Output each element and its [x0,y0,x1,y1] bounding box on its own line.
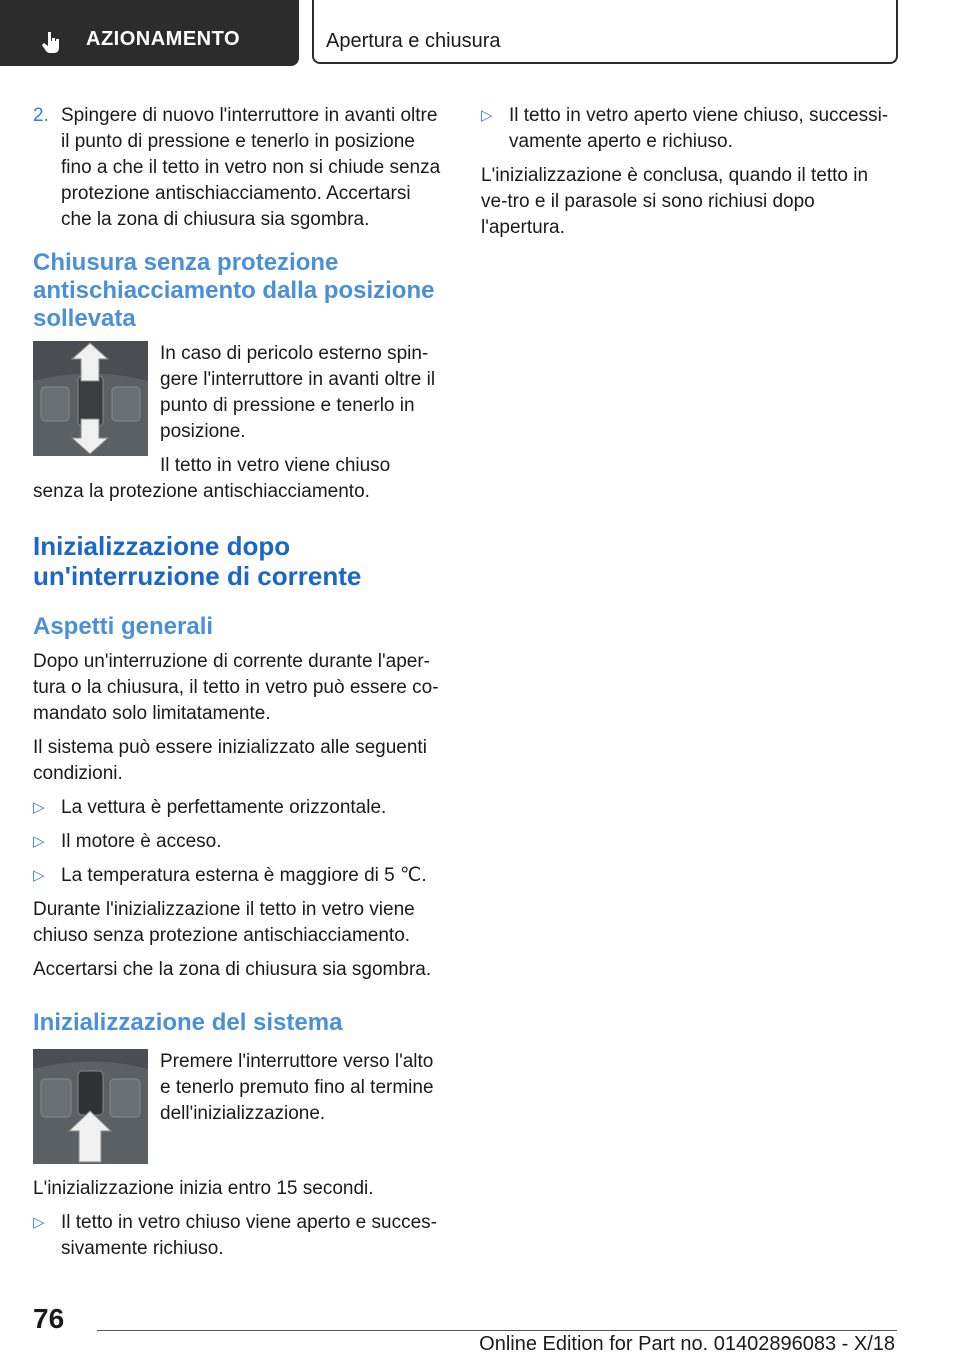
heading-close-raised: Chiusura senza protezione antischiacciamento dalla posizione sollevata [33,249,435,332]
condition-text: La temperatura esterna è maggiore di 5 ℃. [61,865,427,886]
raised-paragraph-1: In caso di pericolo esterno spin-gere l'interruttore in avanti oltre il punto di pressione e tenerlo in posizione. [160,343,436,442]
triangle-bullet-icon: ▷ [33,1214,45,1231]
heading-init-after-power-loss: Inizializzazione dopo un'interruzione di corrente [33,531,362,591]
left-column [33,103,445,1270]
step-number: 2. [33,105,49,126]
footer-divider [97,1330,897,1331]
hand-pointer-icon [40,30,64,54]
raised-paragraph-2: Il tetto in vetro viene chiuso senza la protezione antischiacciamento. [33,455,391,502]
heading-system-init: Inizializzazione del sistema [33,1009,343,1036]
triangle-bullet-icon: ▷ [481,107,493,124]
general-paragraph-1: Dopo un'interruzione di corrente durante l'aper-tura o la chiusura, il tetto in vetro può essere co-mandato solo limitatamente. [33,651,439,724]
general-paragraph-4: Accertarsi che la zona di chiusura sia sgombra. [33,959,432,980]
right-paragraph: L'inizializzazione è conclusa, quando il tetto in ve-tro e il parasole si sono richiusi dopo l'apertura. [481,165,869,238]
header-topic-tab [312,0,898,64]
general-paragraph-2: Il sistema può essere inizializzato alle seguenti condizioni. [33,737,427,784]
list-item [33,829,445,855]
topic-title: Apertura e chiusura [326,30,501,52]
system-bullet-text: Il tetto in vetro chiuso viene aperto e succes-sivamente richiuso. [61,1212,437,1259]
right-bullet-text: Il tetto in vetro aperto viene chiuso, successi-vamente aperto e richiuso. [509,105,889,152]
header-section-tab [0,0,299,66]
general-paragraph-3: Durante l'inizializzazione il tetto in vetro viene chiuso senza protezione antischiacciamento. [33,899,415,946]
triangle-bullet-icon: ▷ [33,833,45,850]
step-item [33,103,445,233]
switch-forward-figure [33,341,148,456]
condition-text: La vettura è perfettamente orizzontale. [61,797,387,818]
system-paragraph-2: L'inizializzazione inizia entro 15 secondi. [33,1178,374,1199]
right-column [481,103,896,249]
edition-note: Online Edition for Part no. 01402896083 - X/18 [479,1333,895,1355]
step-text: Spingere di nuovo l'interruttore in avanti oltre il punto di pressione e tenerlo in posizione fino a che il tetto in vetro non si chiude senza protezione antischiacciamento. Accertarsi che la zona di chiusura sia sgombra. [61,105,441,230]
list-item [33,863,445,889]
switch-up-figure [33,1049,148,1164]
list-item [481,103,896,155]
system-paragraph-1: Premere l'interruttore verso l'alto e tenerlo premuto fino al termine dell'inizializzazione. [160,1051,434,1124]
triangle-bullet-icon: ▷ [33,867,45,884]
list-item [33,795,445,821]
condition-text: Il motore è acceso. [61,831,222,852]
heading-general: Aspetti generali [33,613,214,640]
list-item [33,1210,445,1262]
section-title: AZIONAMENTO [86,28,241,50]
page-number: 76 [33,1303,65,1334]
triangle-bullet-icon: ▷ [33,799,45,816]
